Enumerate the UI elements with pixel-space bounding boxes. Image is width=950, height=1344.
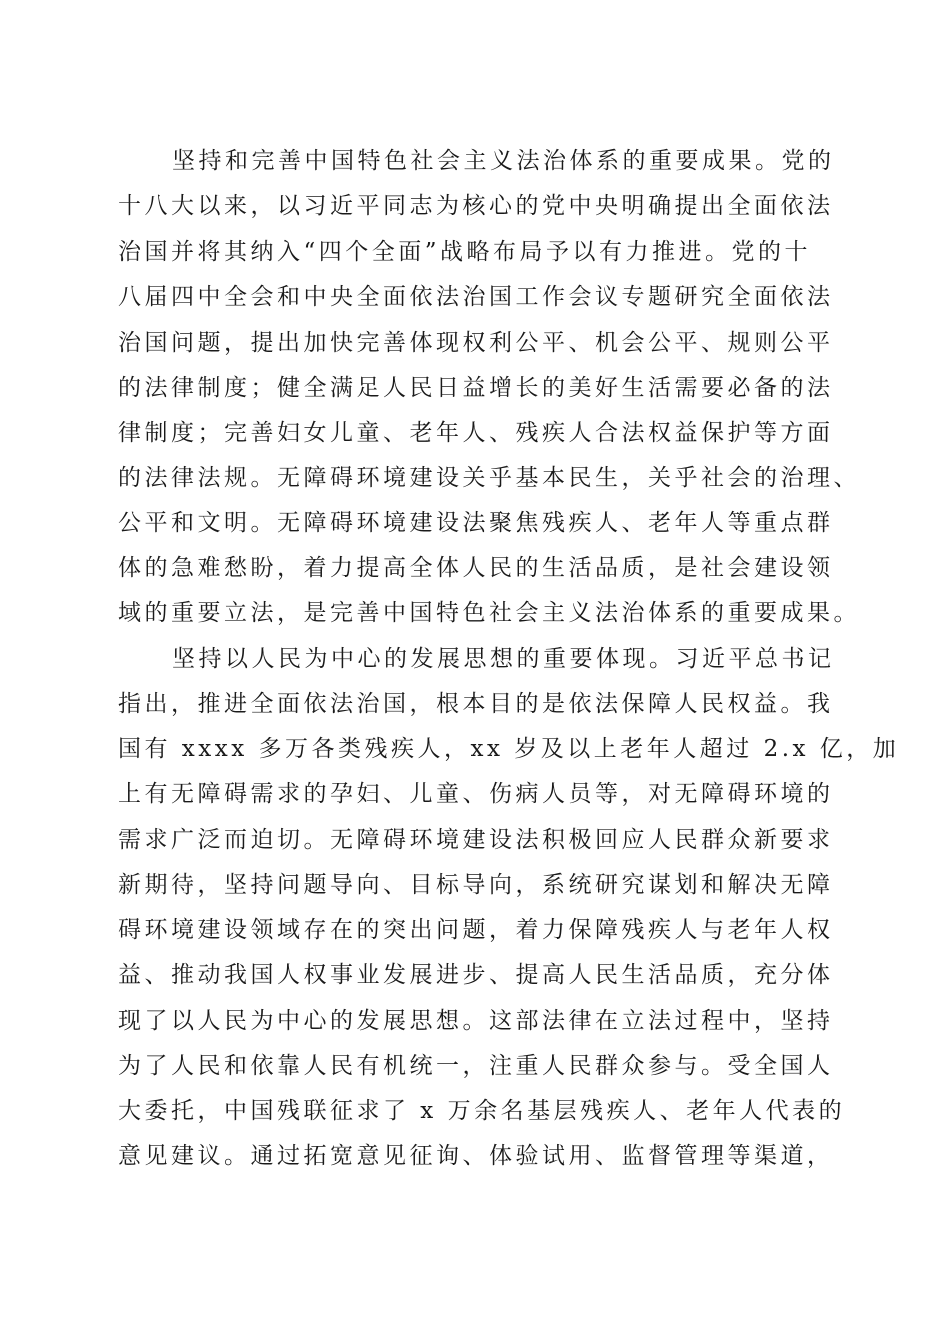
paragraph-1-line-4: 八届四中全会和中央全面依法治国工作会议专题研究全面依法 (118, 284, 834, 310)
paragraph-1-line-9: 公平和文明。无障碍环境建设法聚焦残疾人、老年人等重点群 (118, 510, 834, 536)
paragraph-2-line-4: 上有无障碍需求的孕妇、儿童、伤病人员等，对无障碍环境的 (118, 781, 834, 807)
paragraph-1-line-7: 律制度；完善妇女儿童、老年人、残疾人合法权益保护等方面 (118, 420, 834, 446)
paragraph-1-line-2: 十八大以来，以习近平同志为核心的党中央明确提出全面依法 (118, 193, 834, 219)
paragraph-1-line-10: 体的急难愁盼，着力提高全体人民的生活品质，是社会建设领 (118, 555, 834, 581)
paragraph-2-line-12: 意见建议。通过拓宽意见征询、体验试用、监督管理等渠道， (118, 1143, 834, 1169)
paragraph-2-line-11: 大委托，中国残联征求了 x 万余名基层残疾人、老年人代表的 (118, 1098, 846, 1124)
paragraph-1-line-5: 治国问题，提出加快完善体现权利公平、机会公平、规则公平 (118, 330, 834, 356)
paragraph-2-line-9: 现了以人民为中心的发展思想。这部法律在立法过程中，坚持 (118, 1008, 834, 1034)
paragraph-1-line-11: 域的重要立法，是完善中国特色社会主义法治体系的重要成果。 (118, 600, 860, 626)
paragraph-2-line-3: 国有 xxxx 多万各类残疾人，xx 岁及以上老年人超过 2.x 亿，加 (118, 736, 900, 762)
paragraph-2-line-6: 新期待，坚持问题导向、目标导向，系统研究谋划和解决无障 (118, 872, 834, 898)
paragraph-2-line-2: 指出，推进全面依法治国，根本目的是依法保障人民权益。我 (118, 691, 834, 717)
paragraph-2-line-5: 需求广泛而迫切。无障碍环境建设法积极回应人民群众新要求 (118, 827, 834, 853)
paragraph-2-line-8: 益、推动我国人权事业发展进步、提高人民生活品质，充分体 (118, 962, 834, 988)
paragraph-1-line-3: 治国并将其纳入“四个全面”战略布局予以有力推进。党的十 (118, 239, 812, 265)
paragraph-2-line-1: 坚持以人民为中心的发展思想的重要体现。习近平总书记 (172, 646, 835, 672)
paragraph-2-line-7: 碍环境建设领域存在的突出问题，着力保障残疾人与老年人权 (118, 917, 834, 943)
paragraph-1-line-8: 的法律法规。无障碍环境建设关乎基本民生，关乎社会的治理、 (118, 465, 860, 491)
paragraph-2-line-10: 为了人民和依靠人民有机统一，注重人民群众参与。受全国人 (118, 1053, 834, 1079)
paragraph-1-line-6: 的法律制度；健全满足人民日益增长的美好生活需要必备的法 (118, 375, 834, 401)
paragraph-1-line-1: 坚持和完善中国特色社会主义法治体系的重要成果。党的 (172, 148, 835, 174)
